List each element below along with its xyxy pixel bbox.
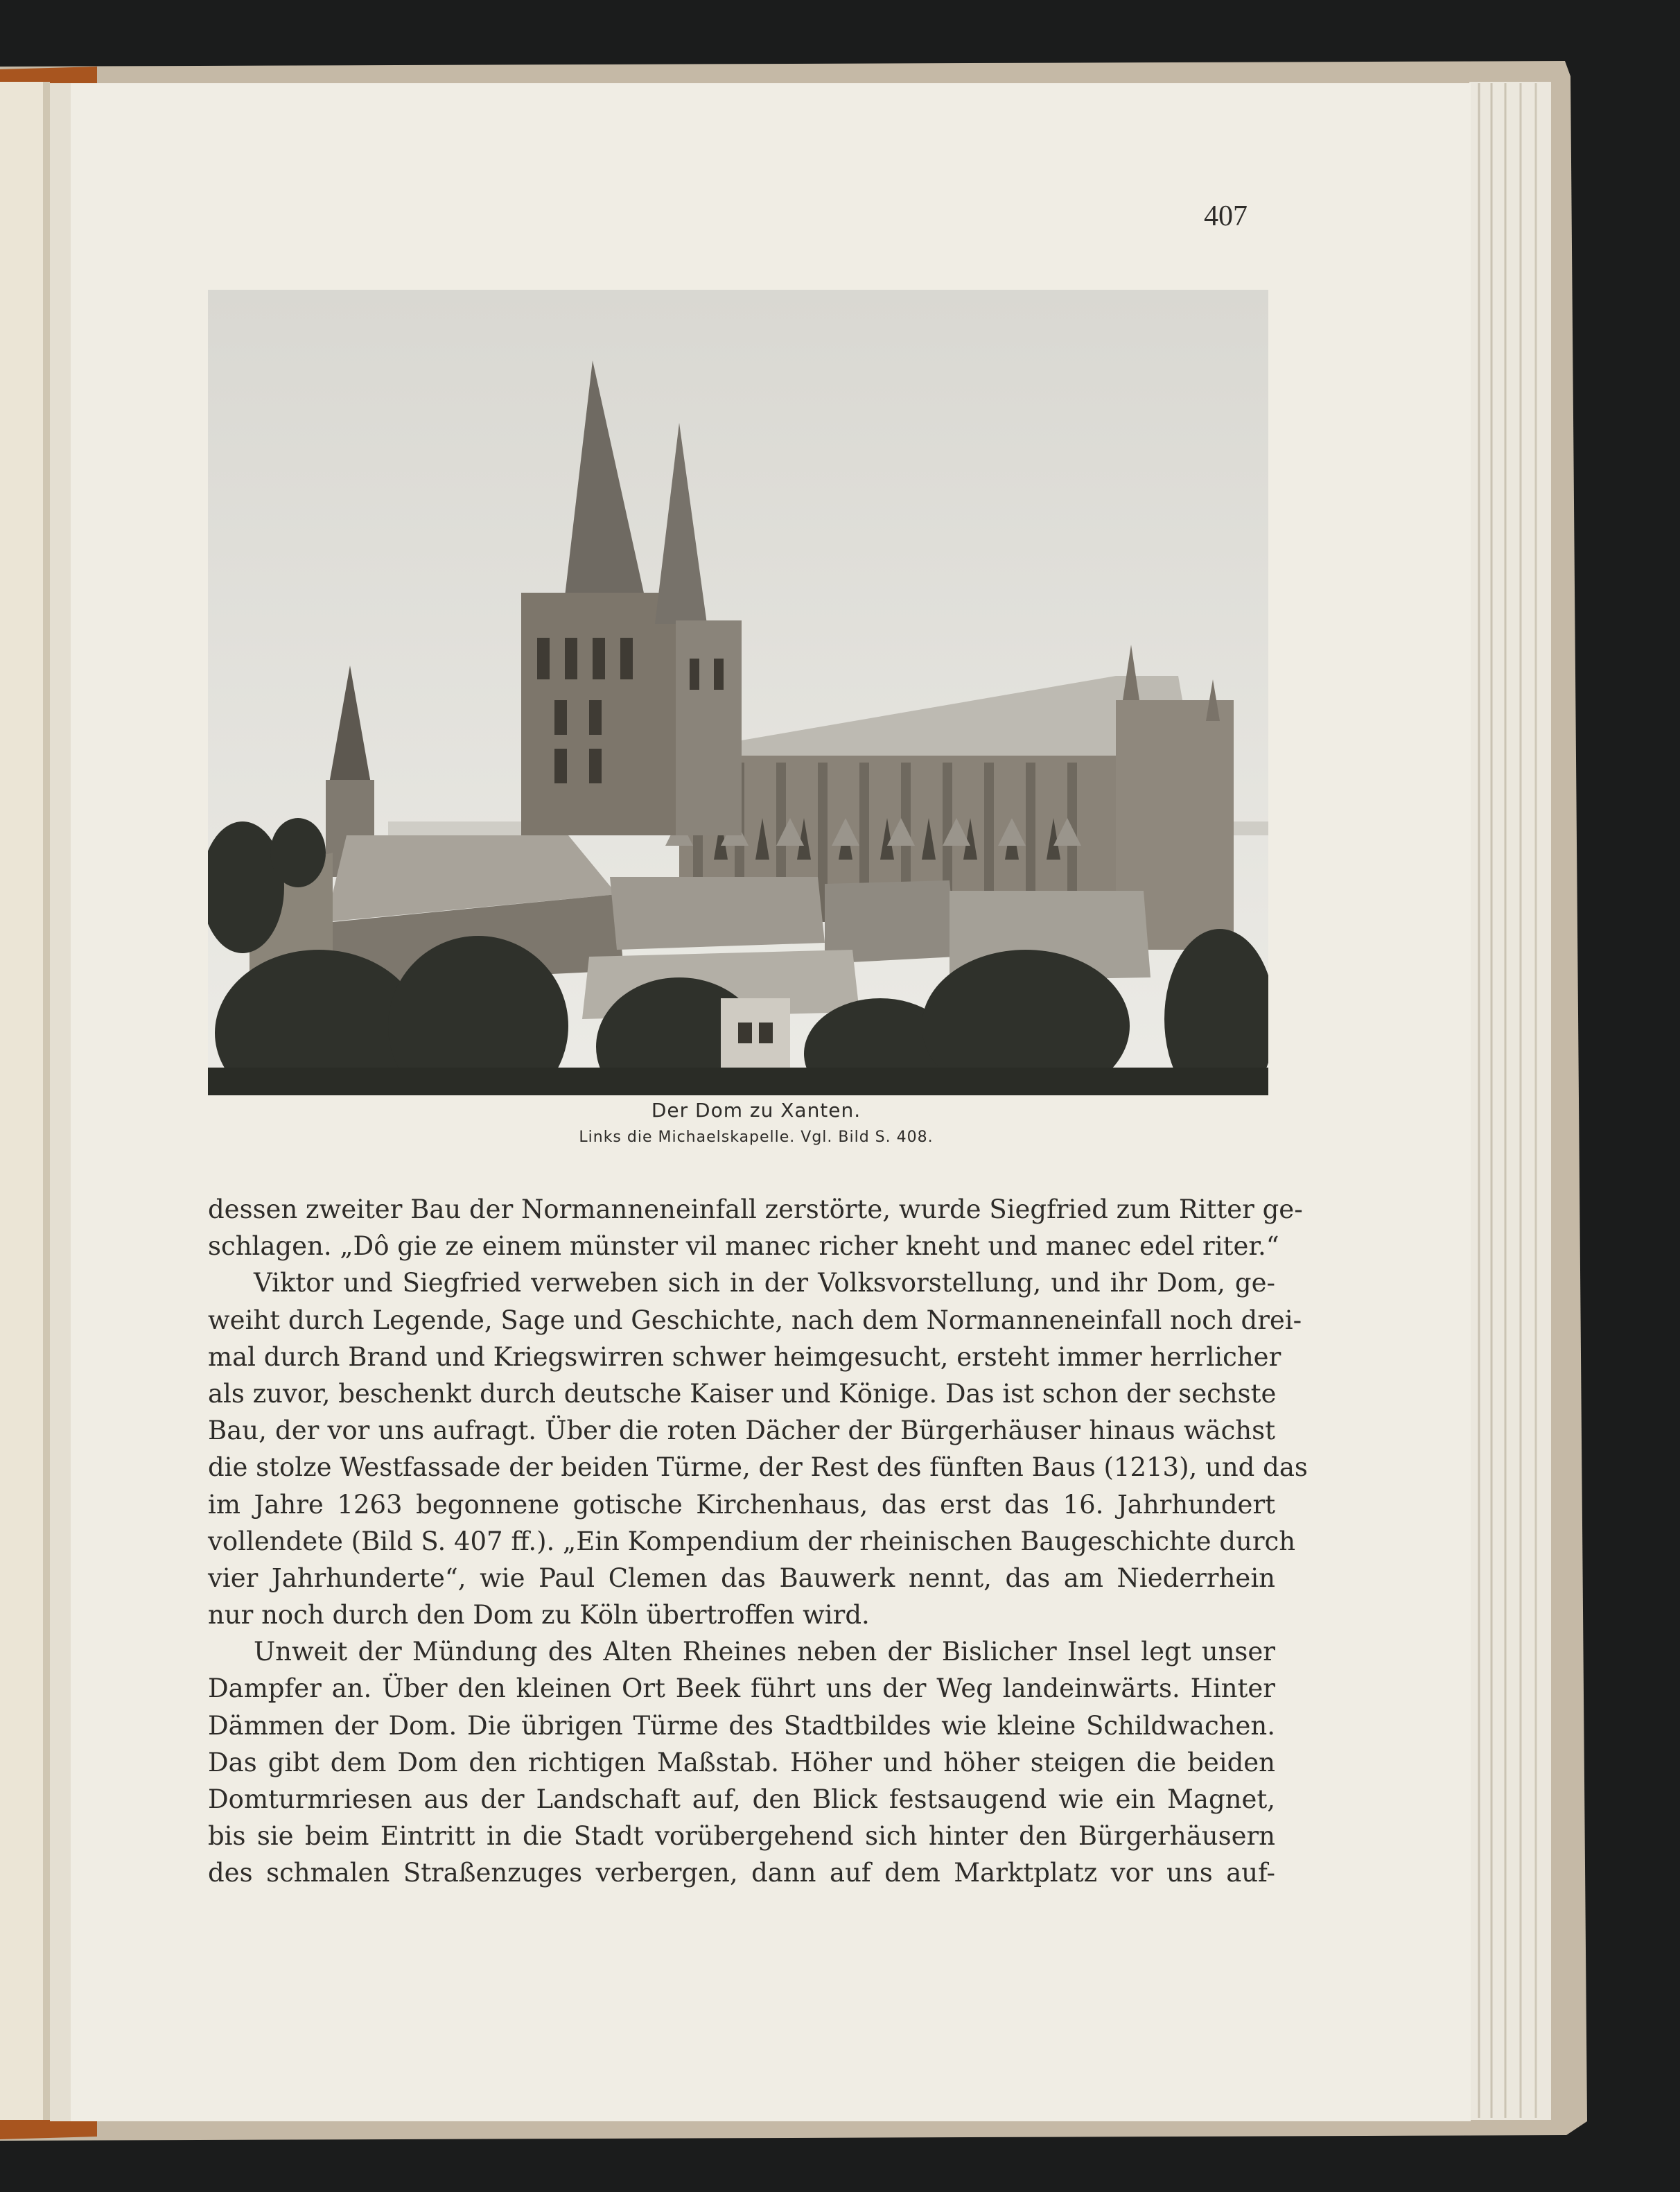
page-stack <box>1469 82 1551 2120</box>
body-text <box>208 1191 1308 1892</box>
text-line: Bau, der vor uns aufragt. Über die roten Dächer der Bürgerhäuser hinaus wächst <box>208 1416 1275 1446</box>
text-line: Dampfer an. Über den kleinen Ort Beek führt uns der Weg landeinwärts. Hinter <box>208 1673 1275 1704</box>
page-number: 407 <box>1204 200 1248 232</box>
text-line: im Jahre 1263 begonnene gotische Kirchenhaus, das erst das 16. Jahrhundert <box>208 1489 1275 1520</box>
text-line: bis sie beim Eintritt in die Stadt vorübergehend sich hinter den Bürgerhäusern <box>208 1821 1275 1852</box>
text-line: Dämmen der Dom. Die übrigen Türme des Stadtbildes wie kleine Schildwachen. <box>208 1710 1275 1741</box>
figure-subcaption: Links die Michaelskapelle. Vgl. Bild S. 408. <box>579 1129 934 1146</box>
text-line: mal durch Brand und Kriegswirren schwer heimgesucht, ersteht immer herrlicher <box>208 1341 1281 1372</box>
text-line: weiht durch Legende, Sage und Geschichte, nach dem Normanneneinfall noch drei- <box>208 1305 1302 1335</box>
text-line: dessen zweiter Bau der Normanneneinfall zerstörte, wurde Siegfried zum Ritter ge- <box>208 1194 1303 1224</box>
figure-caption: Der Dom zu Xanten. <box>651 1099 861 1122</box>
text-line: nur noch durch den Dom zu Köln übertroffen wird. <box>208 1600 870 1630</box>
text-line: die stolze Westfassade der beiden Türme, der Rest des fünften Baus (1213), und das <box>208 1452 1308 1483</box>
text-line: des schmalen Straßenzuges verbergen, dann auf dem Marktplatz vor uns auf- <box>208 1858 1275 1888</box>
text-line: Domturmriesen aus der Landschaft auf, den Blick festsaugend wie ein Magnet, <box>208 1784 1275 1814</box>
text-line: Das gibt dem Dom den richtigen Maßstab. Höher und höher steigen die beiden <box>208 1747 1275 1777</box>
cathedral-photo <box>201 290 1275 1116</box>
text-line: vier Jahrhunderte“, wie Paul Clemen das Bauwerk nennt, das am Niederrhein <box>208 1563 1275 1593</box>
text-line: schlagen. „Dô gie ze einem münster vil manec richer kneht und manec edel riter.“ <box>208 1231 1279 1262</box>
text-line: vollendete (Bild S. 407 ff.). „Ein Kompendium der rheinischen Baugeschichte durch <box>208 1526 1296 1556</box>
left-page <box>0 82 50 2120</box>
text-line: als zuvor, beschenkt durch deutsche Kaiser und Könige. Das ist schon der sechste <box>208 1378 1277 1409</box>
text-line: Viktor und Siegfried verweben sich in der Volksvorstellung, und ihr Dom, ge- <box>254 1268 1275 1298</box>
text-line: Unweit der Mündung des Alten Rheines neben der Bislicher Insel legt unser <box>254 1637 1275 1667</box>
